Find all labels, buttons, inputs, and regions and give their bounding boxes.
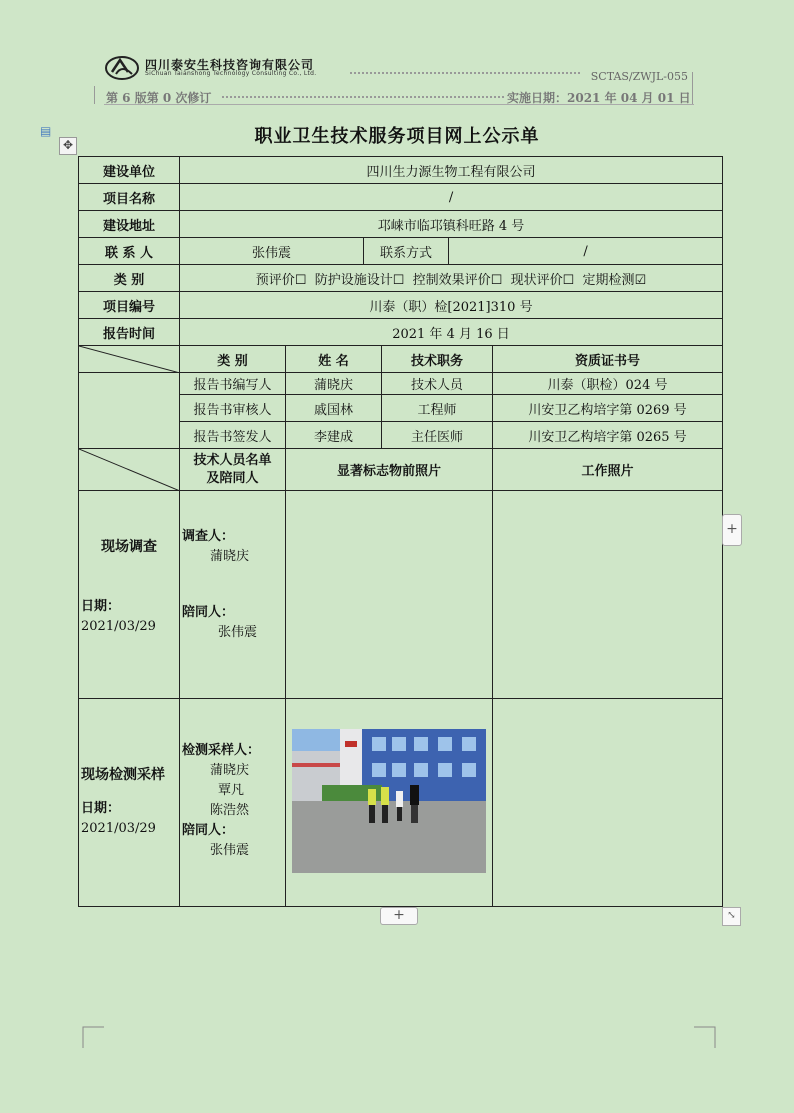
survey-staff-cell bbox=[180, 491, 286, 699]
category-option-label: 防护设施设计 bbox=[314, 272, 393, 288]
add-column-button[interactable]: + bbox=[722, 514, 742, 546]
survey-date[interactable]: 2021/03/29 bbox=[81, 619, 156, 634]
sampling-date-label: 日期： bbox=[81, 801, 121, 816]
staff-title[interactable]: 技术人员 bbox=[382, 373, 493, 395]
companion-label: 陪同人： bbox=[182, 605, 235, 620]
project-no-label: 项目编号 bbox=[79, 292, 180, 319]
checkbox-icon[interactable]: ☐ bbox=[490, 272, 503, 288]
row-contact bbox=[79, 238, 723, 265]
photo-header-landmark: 显著标志物前照片 bbox=[286, 449, 493, 491]
staff-cert[interactable]: 川安卫乙构培字第 0265 号 bbox=[493, 422, 723, 449]
contact-value[interactable]: 张伟震 bbox=[180, 238, 364, 265]
category-option-label: 定期检测 bbox=[582, 272, 635, 288]
unit-value[interactable]: 四川生力源生物工程有限公司 bbox=[180, 157, 723, 184]
address-label: 建设地址 bbox=[79, 211, 180, 238]
category-option-label: 现状评价 bbox=[510, 272, 563, 288]
sampling-work-photo-cell[interactable] bbox=[493, 699, 723, 907]
staff-header-row bbox=[79, 346, 723, 373]
category-option[interactable] bbox=[315, 273, 405, 288]
photo-header-staff-line2: 及陪同人 bbox=[206, 470, 259, 486]
category-option[interactable] bbox=[413, 273, 503, 288]
effective-date: 实施日期：2021 年 04 月 01 日 bbox=[507, 91, 691, 105]
contact-method-label: 联系方式 bbox=[364, 238, 449, 265]
sampling-row bbox=[79, 699, 723, 907]
contact-label: 联 系 人 bbox=[79, 238, 180, 265]
survey-label: 现场调查 bbox=[101, 539, 157, 555]
staff-name[interactable]: 李建成 bbox=[286, 422, 382, 449]
category-options bbox=[180, 265, 723, 292]
header-tick bbox=[692, 72, 693, 104]
staff-title[interactable]: 工程师 bbox=[382, 395, 493, 422]
project-name-value[interactable]: / bbox=[180, 184, 723, 211]
staff-cert[interactable]: 川安卫乙构培字第 0269 号 bbox=[493, 395, 723, 422]
category-option-label: 控制效果评价 bbox=[412, 272, 491, 288]
page-title: 职业卫生技术服务项目网上公示单 bbox=[254, 126, 540, 147]
staff-header-name: 姓 名 bbox=[286, 346, 382, 373]
spacer bbox=[81, 557, 177, 597]
address-value[interactable]: 邛崃市临邛镇科旺路 4 号 bbox=[180, 211, 723, 238]
sampler-name[interactable]: 陈浩然 bbox=[210, 803, 250, 818]
companion-name[interactable]: 张伟震 bbox=[218, 625, 258, 640]
header-tick-left bbox=[94, 86, 95, 104]
table-move-handle-icon[interactable]: ✥ bbox=[59, 137, 77, 155]
company-logo-icon bbox=[104, 54, 140, 82]
version-text: 第 6 版第 0 次修订 bbox=[106, 91, 212, 105]
companion-label: 陪同人： bbox=[182, 823, 235, 838]
margin-corner-icon bbox=[694, 1026, 716, 1048]
sampling-label: 现场检测采样 bbox=[81, 767, 165, 783]
staff-header-title: 技术职务 bbox=[382, 346, 493, 373]
category-option[interactable] bbox=[511, 273, 575, 288]
project-no-value[interactable]: 川泰（职）检[2021]310 号 bbox=[180, 292, 723, 319]
sampler-label: 检测采样人： bbox=[182, 743, 261, 758]
report-time-value[interactable]: 2021 年 4 月 16 日 bbox=[180, 319, 723, 346]
spacer bbox=[81, 785, 177, 799]
contact-method-value[interactable]: / bbox=[449, 238, 723, 265]
add-row-button[interactable]: + bbox=[380, 907, 418, 925]
investigator-label: 调查人： bbox=[182, 529, 235, 544]
photo-header-staff bbox=[180, 449, 286, 491]
staff-cert[interactable]: 川泰（职检）024 号 bbox=[493, 373, 723, 395]
survey-landmark-photo-cell[interactable] bbox=[286, 491, 493, 699]
staff-role[interactable]: 报告书审核人 bbox=[180, 395, 286, 422]
checkbox-checked-icon[interactable]: ☑ bbox=[634, 272, 647, 288]
header-dotted-leader-2 bbox=[222, 96, 504, 98]
checkbox-icon[interactable]: ☐ bbox=[294, 272, 307, 288]
staff-title[interactable]: 主任医师 bbox=[382, 422, 493, 449]
diagonal-line-icon bbox=[79, 346, 180, 373]
category-label: 类 别 bbox=[79, 265, 180, 292]
document-code: SCTAS/ZWJL-055 bbox=[590, 70, 688, 83]
sampling-landmark-photo-cell[interactable] bbox=[286, 699, 493, 907]
diagonal-line-icon bbox=[79, 449, 180, 491]
unit-label: 建设单位 bbox=[79, 157, 180, 184]
row-project-name bbox=[79, 184, 723, 211]
sampling-staff-cell bbox=[180, 699, 286, 907]
sampling-date[interactable]: 2021/03/29 bbox=[81, 821, 156, 836]
header-dotted-leader bbox=[350, 72, 580, 74]
checkbox-icon[interactable]: ☐ bbox=[392, 272, 405, 288]
category-option[interactable] bbox=[256, 273, 307, 288]
photo-header-row bbox=[79, 449, 723, 491]
survey-label-cell bbox=[79, 491, 180, 699]
investigator-name[interactable]: 蒲晓庆 bbox=[210, 549, 250, 564]
photo-header-work: 工作照片 bbox=[493, 449, 723, 491]
staff-role[interactable]: 报告书签发人 bbox=[180, 422, 286, 449]
category-option[interactable] bbox=[583, 273, 647, 288]
header-rule bbox=[104, 104, 694, 105]
checkbox-icon[interactable]: ☐ bbox=[562, 272, 575, 288]
company-name-en: SiChuan Taianshong Technology Consulting Co., Ltd. bbox=[145, 70, 317, 77]
survey-date-label: 日期： bbox=[81, 599, 121, 614]
row-report-time bbox=[79, 319, 723, 346]
sampler-name[interactable]: 蒲晓庆 bbox=[210, 763, 250, 778]
form-table bbox=[78, 156, 723, 907]
diagonal-header-cell bbox=[79, 346, 180, 373]
row-category bbox=[79, 265, 723, 292]
diagonal-header-cell bbox=[79, 449, 180, 491]
survey-work-photo-cell[interactable] bbox=[493, 491, 723, 699]
landmark-photo[interactable] bbox=[292, 729, 486, 873]
company-name: 四川泰安生科技咨询有限公司 bbox=[145, 58, 315, 72]
project-name-label: 项目名称 bbox=[79, 184, 180, 211]
staff-name[interactable]: 蒲晓庆 bbox=[286, 373, 382, 395]
photo-header-staff-line1: 技术人员名单 bbox=[193, 452, 272, 468]
sampling-label-cell bbox=[79, 699, 180, 907]
margin-corner-icon bbox=[82, 1026, 104, 1048]
table-resize-icon[interactable]: ⤡ bbox=[722, 907, 741, 926]
staff-role[interactable]: 报告书编写人 bbox=[180, 373, 286, 395]
survey-row bbox=[79, 491, 723, 699]
staff-name[interactable]: 戚国林 bbox=[286, 395, 382, 422]
staff-header-cert: 资质证书号 bbox=[493, 346, 723, 373]
row-project-no bbox=[79, 292, 723, 319]
staff-header-role: 类 别 bbox=[180, 346, 286, 373]
document-icon: ▤ bbox=[40, 124, 52, 138]
row-address bbox=[79, 211, 723, 238]
companion-name[interactable]: 张伟震 bbox=[210, 843, 250, 858]
spacer bbox=[182, 567, 283, 603]
table-row bbox=[79, 373, 723, 395]
category-option-label: 预评价 bbox=[255, 272, 295, 288]
report-time-label: 报告时间 bbox=[79, 319, 180, 346]
staff-blank-cell bbox=[79, 373, 180, 449]
row-unit bbox=[79, 157, 723, 184]
sampler-name[interactable]: 覃凡 bbox=[218, 783, 245, 798]
